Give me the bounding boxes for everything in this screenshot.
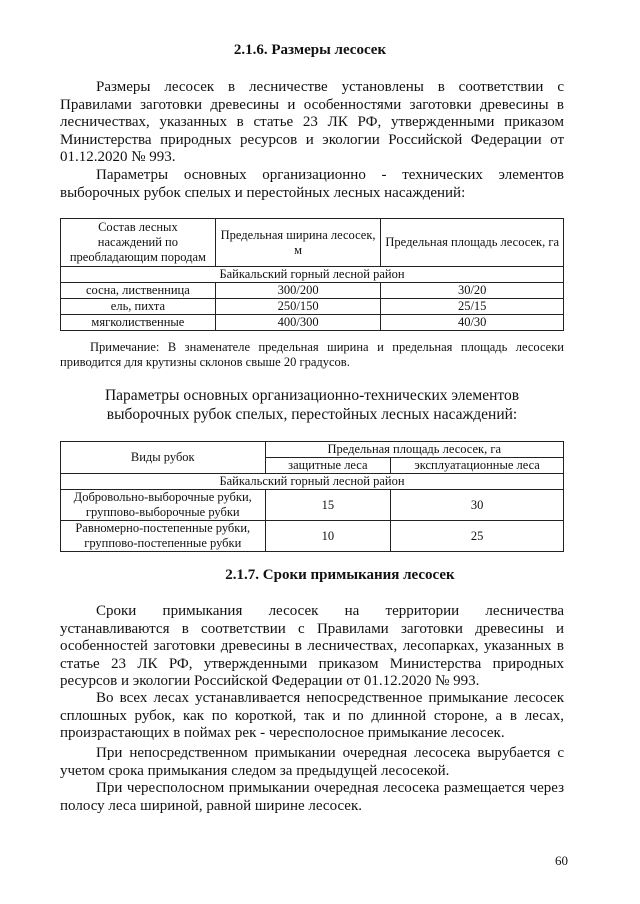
region-row [61, 267, 564, 283]
paragraph-alternate-adjacency: При чересполосном примыкании очередная лесосека размещается через полосу леса шириной, равной ширине лесосек. [60, 780, 564, 814]
cell-species: сосна, лиственница [61, 283, 216, 299]
header-composition: Состав лесных насаждений по преобладающим породам [61, 219, 216, 267]
cell-area: 30/20 [381, 283, 564, 299]
cell-exploitation: 30 [391, 490, 564, 521]
table-row [61, 521, 564, 552]
paragraph-sizes-intro: Размеры лесосек в лесничестве установлены в соответствии с Правилами заготовки древесины и особенностями заготовки древесины в лесничествах, указанных в статье 23 ЛК РФ, утвержденными приказом Министерства природных ресурсов и экологии Российской Федерации от 01.12.2020 № 993. [60, 79, 564, 165]
cell-exploitation: 25 [391, 521, 564, 552]
cell-species: мягколиственные [61, 315, 216, 331]
page-number: 60 [555, 853, 568, 868]
region-label: Байкальский горный лесной район [61, 474, 564, 490]
paragraph-parameters-intro: Параметры основных организационно - технических элементов выборочных рубок спелых и перестойных лесных насаждений: [60, 167, 564, 201]
header-width: Предельная ширина лесосек, м [215, 219, 381, 267]
table-note: Примечание: В знаменателе предельная ширина и предельная площадь лесосеки приводится для крутизны склонов свыше 20 градусов. [60, 340, 564, 369]
cell-width: 300/200 [215, 283, 381, 299]
table2-title-line1: Параметры основных организационно-технических элементов [104, 387, 520, 404]
table-row [61, 490, 564, 521]
section-title-adjacency-terms: 2.1.7. Сроки примыкания лесосек [225, 567, 455, 583]
header-area-limit: Предельная площадь лесосек, га [265, 442, 564, 458]
cell-area: 25/15 [381, 299, 564, 315]
header-protective-forests: защитные леса [265, 458, 391, 474]
cell-width: 400/300 [215, 315, 381, 331]
paragraph-direct-adjacency: Во всех лесах устанавливается непосредственное примыкание лесосек сплошных рубок, как по короткой, так и по длинной стороне, а в лесах, произрастающих в поймах рек - чересполосное примыкание лесосек. [60, 690, 564, 741]
table-row [61, 315, 564, 331]
region-label: Байкальский горный лесной район [61, 267, 564, 283]
table-header-row [61, 442, 564, 458]
cell-felling-kind: Равномерно-постепенные рубки, группово-постепенные рубки [61, 521, 266, 552]
paragraph-adjacency-intro: Сроки примыкания лесосек на территории лесничества устанавливаются в соответствии с Правилами заготовки древесины и особенностей заготовки древесины в лесничествах, лесопарках, указанных в статье 23 ЛК РФ, утвержденными приказом Министерства природных ресурсов и экологии Российской Федерации от 01.12.2020 № 993. [60, 603, 564, 689]
cell-species: ель, пихта [61, 299, 216, 315]
cell-protective: 10 [265, 521, 391, 552]
cell-protective: 15 [265, 490, 391, 521]
table2-title-line2: выборочных рубок спелых, перестойных лесных насаждений: [106, 406, 518, 423]
header-area: Предельная площадь лесосек, га [381, 219, 564, 267]
felling-parameters-table [60, 441, 564, 552]
header-exploitation-forests: эксплуатационные леса [391, 458, 564, 474]
paragraph-direct-adjacency-rule: При непосредственном примыкании очередная лесосека вырубается с учетом срока примыкания следом за предыдущей лесосекой. [60, 745, 564, 779]
table-row [61, 283, 564, 299]
header-felling-kinds: Виды рубок [61, 442, 266, 474]
lesosek-size-table [60, 218, 564, 331]
region-row [61, 474, 564, 490]
table-row [61, 299, 564, 315]
cell-area: 40/30 [381, 315, 564, 331]
cell-width: 250/150 [215, 299, 381, 315]
section-title-lesosek-sizes: 2.1.6. Размеры лесосек [233, 42, 387, 58]
cell-felling-kind: Добровольно-выборочные рубки, группово-выборочные рубки [61, 490, 266, 521]
table-header-row [61, 219, 564, 267]
